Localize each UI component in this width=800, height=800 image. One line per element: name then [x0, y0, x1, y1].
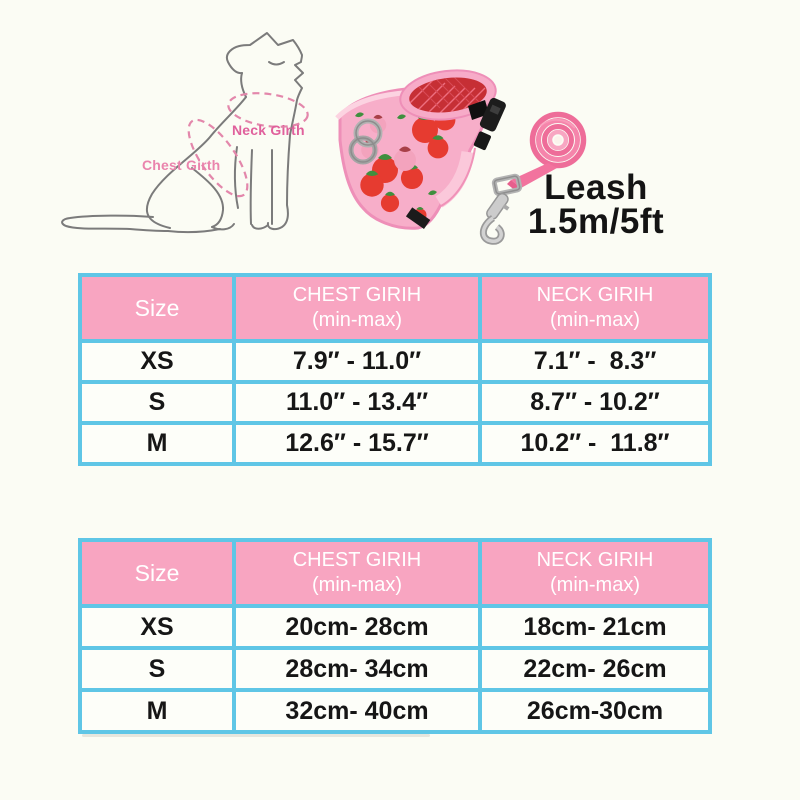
cell-size: M: [80, 690, 234, 732]
header-line: (min-max): [550, 309, 640, 331]
cat-ground-line: [168, 229, 220, 232]
table-header-row: [80, 540, 710, 606]
header-line: CHEST GIRIH: [292, 284, 422, 306]
table-header-row: [80, 275, 710, 341]
table-row: [80, 341, 710, 382]
cat-eye: [269, 62, 284, 65]
cell-neck: 22cm- 26cm: [480, 648, 710, 690]
header-neck-girth: [480, 540, 710, 606]
header-chest-girth: [234, 540, 480, 606]
cat-front-leg-line1: [251, 150, 252, 224]
cell-neck: 7.1″ - 8.3″: [480, 341, 710, 382]
header-line: CHEST GIRIH: [292, 549, 422, 571]
header-size-label: Size: [134, 294, 180, 321]
cell-chest: 28cm- 34cm: [234, 648, 480, 690]
header-size-label: Size: [134, 559, 180, 586]
table-row: [80, 423, 710, 464]
header-size: [80, 540, 234, 606]
leash-coil: [533, 115, 584, 166]
cell-chest: 32cm- 40cm: [234, 690, 480, 732]
cell-neck: 10.2″ - 11.8″: [480, 423, 710, 464]
leash-spec: [518, 168, 674, 241]
header-line: (min-max): [550, 574, 640, 596]
neck-girth-label: Neck Girth: [232, 122, 305, 138]
cat-measurement-diagram: [50, 10, 320, 245]
cell-size: M: [80, 423, 234, 464]
header-line: (min-max): [312, 574, 402, 596]
cell-size: XS: [80, 606, 234, 648]
cat-front-paw: [252, 225, 268, 229]
header-size: [80, 275, 234, 341]
cell-chest: 11.0″ - 13.4″: [234, 382, 480, 423]
table-row: [80, 648, 710, 690]
cat-tail: [62, 216, 168, 231]
cat-thigh: [192, 168, 223, 227]
table-bottom-shadow: [82, 734, 430, 737]
header-chest-girth: [234, 275, 480, 341]
table-row: [80, 606, 710, 648]
table-row: [80, 382, 710, 423]
size-table-cm: [78, 538, 712, 734]
cell-chest: 12.6″ - 15.7″: [234, 423, 480, 464]
cell-size: S: [80, 648, 234, 690]
header-neck-girth: [480, 275, 710, 341]
cell-neck: 8.7″ - 10.2″: [480, 382, 710, 423]
size-table-inches: [78, 273, 712, 466]
cell-chest: 7.9″ - 11.0″: [234, 341, 480, 382]
cell-size: S: [80, 382, 234, 423]
leash-spec-length: 1.5m/5ft: [527, 202, 665, 241]
chest-girth-label: Chest Girth: [142, 157, 221, 173]
leash-spec-title: Leash: [544, 168, 648, 207]
header-line: (min-max): [312, 309, 402, 331]
table-row: [80, 690, 710, 732]
cell-size: XS: [80, 341, 234, 382]
header-line: NECK GIRIH: [536, 284, 654, 306]
cell-neck: 18cm- 21cm: [480, 606, 710, 648]
header-line: NECK GIRIH: [536, 549, 654, 571]
cell-chest: 20cm- 28cm: [234, 606, 480, 648]
cell-neck: 26cm-30cm: [480, 690, 710, 732]
